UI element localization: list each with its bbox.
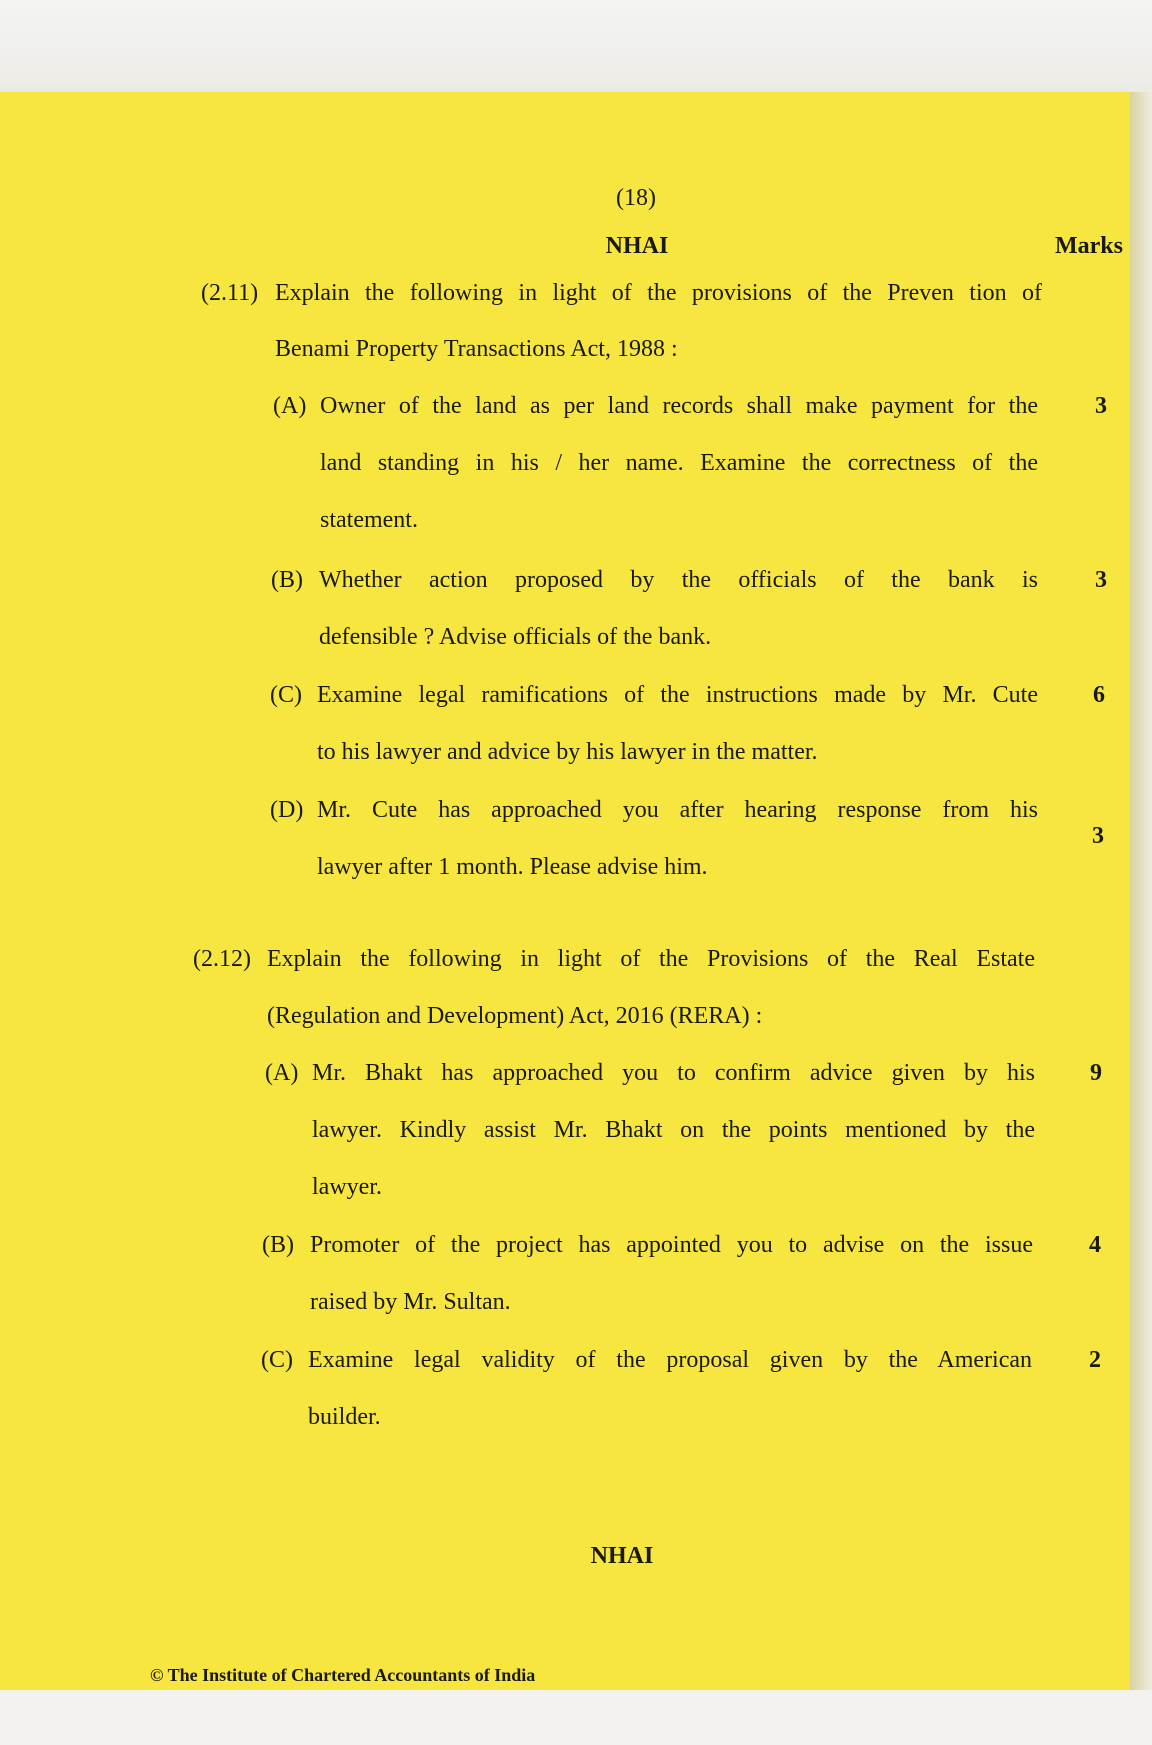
- q211-a-label: (A): [273, 393, 307, 419]
- q212-a-label: (A): [265, 1060, 299, 1086]
- q212-c-marks: 2: [1089, 1347, 1101, 1373]
- scan-top-margin: [0, 0, 1152, 92]
- q212-a-line3: lawyer.: [312, 1174, 382, 1200]
- marks-heading: Marks: [1055, 233, 1123, 259]
- q211-number: (2.11): [201, 280, 259, 306]
- q211-c-line1: Examine legal ramifications of the instructions made by Mr. Cute: [317, 682, 1038, 708]
- q212-text-line2: (Regulation and Development) Act, 2016 (RERA) :: [267, 1003, 763, 1029]
- q212-a-marks: 9: [1090, 1060, 1102, 1086]
- q211-text-line2: Benami Property Transactions Act, 1988 :: [275, 336, 678, 362]
- q211-d-marks: 3: [1092, 823, 1104, 849]
- q212-c-label: (C): [261, 1347, 293, 1373]
- q211-c-line2: to his lawyer and advice by his lawyer in the matter.: [317, 739, 818, 765]
- q212-a-line2: lawyer. Kindly assist Mr. Bhakt on the points mentioned by the: [312, 1117, 1035, 1143]
- q212-text-line1: Explain the following in light of the Provisions of the Real Estate: [267, 946, 1035, 972]
- q211-c-marks: 6: [1093, 682, 1105, 708]
- footer-code: NHAI: [590, 1543, 654, 1569]
- page-edge-shadow: [1130, 92, 1152, 1690]
- q211-a-line1: Owner of the land as per land records shall make payment for the: [320, 393, 1038, 419]
- q211-a-line2: land standing in his / her name. Examine the correctness of the: [320, 450, 1038, 476]
- q211-text-line1: Explain the following in light of the provisions of the Preven tion of: [275, 280, 1042, 306]
- q212-b-line2: raised by Mr. Sultan.: [310, 1289, 511, 1315]
- q212-c-line1: Examine legal validity of the proposal given by the American: [308, 1347, 1032, 1373]
- question-paper-page: [0, 92, 1130, 1690]
- q211-d-line1: Mr. Cute has approached you after hearing response from his: [317, 797, 1038, 823]
- page-number: (18): [616, 185, 656, 211]
- q211-a-marks: 3: [1095, 393, 1107, 419]
- header-code: NHAI: [605, 233, 669, 259]
- q211-b-label: (B): [271, 567, 303, 593]
- q212-b-label: (B): [262, 1232, 294, 1258]
- q211-d-line2: lawyer after 1 month. Please advise him.: [317, 854, 708, 880]
- q211-b-marks: 3: [1095, 567, 1107, 593]
- q211-a-line3: statement.: [320, 507, 418, 533]
- q212-number: (2.12): [193, 946, 251, 972]
- q211-b-line2: defensible ? Advise officials of the bank.: [319, 624, 712, 650]
- q212-b-line1: Promoter of the project has appointed you to advise on the issue: [310, 1232, 1033, 1258]
- copyright-notice: © The Institute of Chartered Accountants of India: [150, 1665, 536, 1685]
- q212-a-line1: Mr. Bhakt has approached you to confirm advice given by his: [312, 1060, 1035, 1086]
- q211-b-line1: Whether action proposed by the officials of the bank is: [319, 567, 1038, 593]
- q211-d-label: (D): [270, 797, 304, 823]
- q212-b-marks: 4: [1089, 1232, 1101, 1258]
- scan-bottom-margin: [0, 1690, 1152, 1745]
- q212-c-line2: builder.: [308, 1404, 381, 1430]
- q211-c-label: (C): [270, 682, 302, 708]
